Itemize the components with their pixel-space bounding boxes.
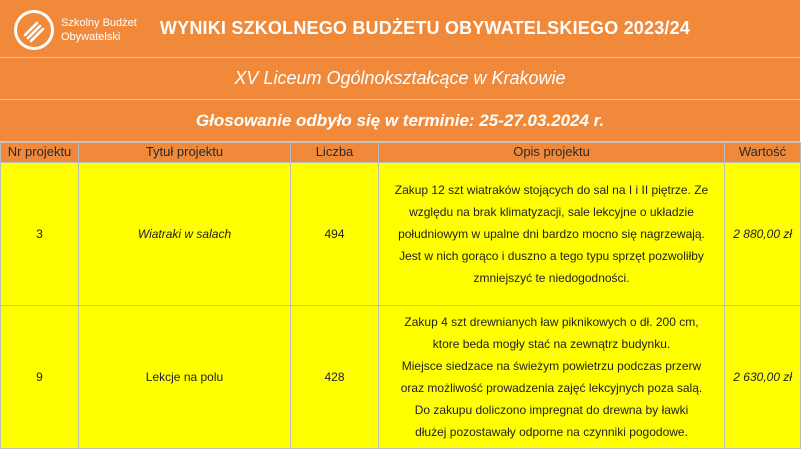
school-band	[0, 58, 800, 100]
column-header-nr[interactable]: Nr projektu	[1, 143, 79, 163]
page-title: WYNIKI SZKOLNEGO BUDŻETU OBYWATELSKIEGO 2023/24	[159, 18, 691, 38]
cell-title[interactable]: Wiatraki w salach	[79, 163, 291, 306]
voting-date: Głosowanie odbyło się w terminie: 25-27.03.2024 r.	[195, 110, 605, 130]
desc-line: Jest w nich gorąco i duszno a tego typu sprzęt pozwoliłby	[399, 249, 704, 263]
desc-line: względu na brak klimatyzacji, sale lekcyjne o układzie	[409, 205, 694, 219]
desc-line: ktore beda mogły stać na zewnątrz budynku.	[432, 337, 671, 351]
desc-line: dłużej pozostawały odporne na czynniki pogodowe.	[415, 425, 688, 439]
cell-value[interactable]: 2 630,00 zł	[725, 306, 801, 449]
desc-line: południowym w upalne dni bardzo mocno się nagrzewają.	[398, 227, 705, 241]
voting-date-band	[0, 100, 800, 142]
cell-title[interactable]: Lekcje na polu	[79, 306, 291, 449]
desc-line: oraz możliwość prowadzenia zajęć lekcyjnych poza salą.	[400, 381, 703, 395]
table-header-row	[1, 143, 801, 163]
cell-description[interactable]	[379, 306, 725, 449]
table-row	[1, 163, 801, 306]
cell-nr[interactable]: 3	[1, 163, 79, 306]
column-header-count[interactable]: Liczba	[291, 143, 379, 163]
desc-line: Do zakupu doliczono impregnat do drewna by ławki	[414, 403, 689, 417]
desc-line: zmniejszyć te niedogodności.	[473, 271, 630, 285]
logo-line2: Obywatelski	[61, 31, 121, 43]
title-band	[0, 0, 800, 58]
cell-nr[interactable]: 9	[1, 306, 79, 449]
column-header-description[interactable]: Opis projektu	[379, 143, 725, 163]
school-name: XV Liceum Ogólnokształcące w Krakowie	[234, 68, 566, 88]
desc-line: Zakup 12 szt wiatraków stojących do sal na I i II piętrze. Ze	[394, 183, 709, 197]
desc-line: Miejsce siedzace na świeżym powietrzu podczas przerw	[401, 359, 702, 373]
logo-stripes-icon	[14, 10, 54, 50]
column-header-value[interactable]: Wartość	[725, 143, 801, 163]
column-header-title[interactable]: Tytuł projektu	[79, 143, 291, 163]
cell-count[interactable]: 428	[291, 306, 379, 449]
cell-count[interactable]: 494	[291, 163, 379, 306]
results-table	[0, 142, 801, 449]
cell-description[interactable]	[379, 163, 725, 306]
cell-value[interactable]: 2 880,00 zł	[725, 163, 801, 306]
desc-line: Zakup 4 szt drewnianych ław piknikowych o dł. 200 cm,	[404, 315, 699, 329]
table-row	[1, 306, 801, 449]
logo-text	[61, 16, 137, 44]
logo-line1: Szkolny Budżet	[61, 17, 137, 29]
logo	[14, 10, 137, 50]
